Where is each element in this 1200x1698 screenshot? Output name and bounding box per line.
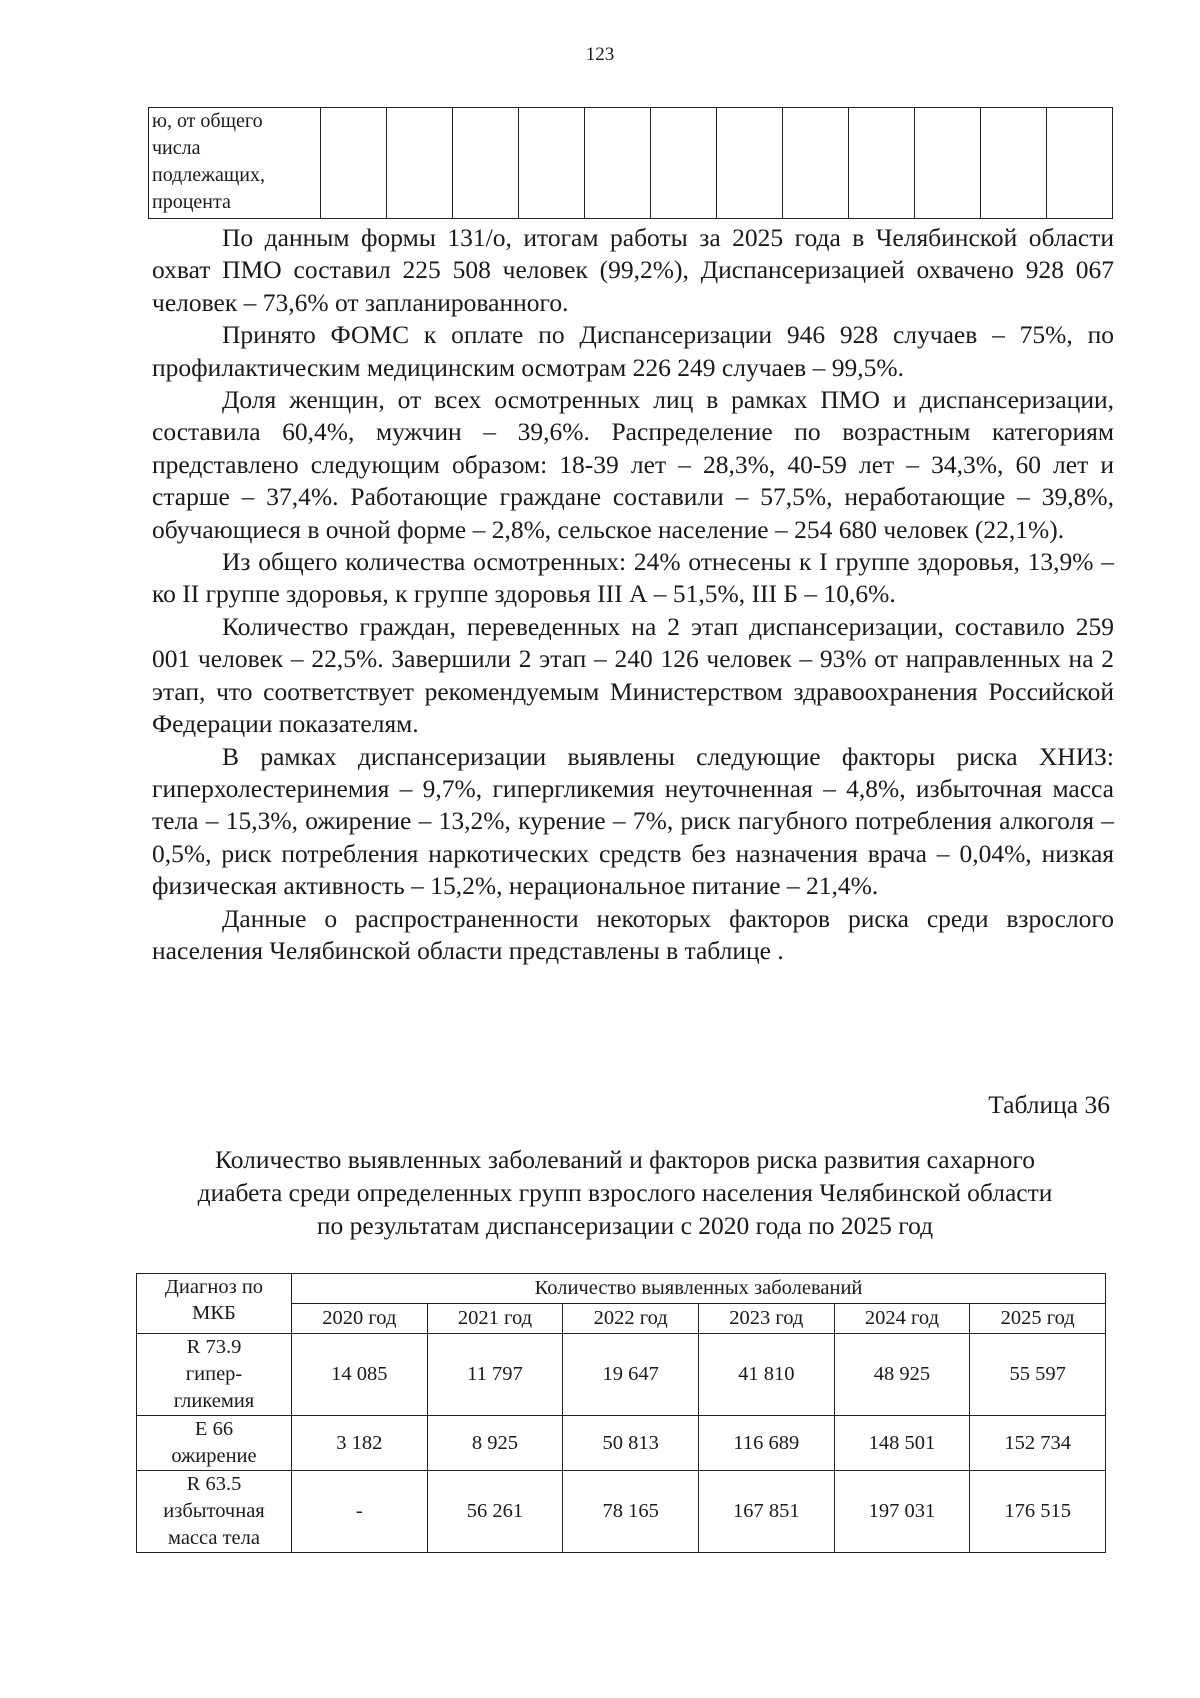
value-cell: 11 797 xyxy=(427,1334,563,1416)
continued-table xyxy=(148,107,1113,219)
value-cell: - xyxy=(292,1471,428,1553)
diagnosis-line: гликемия xyxy=(173,1390,255,1412)
value-cell: 3 182 xyxy=(292,1416,428,1471)
value-cell: 116 689 xyxy=(698,1416,834,1471)
value-cell: 78 165 xyxy=(563,1471,699,1553)
paragraph-text: Количество граждан, переведенных на 2 этап диспансеризации, составило 259 001 человек – 22,5%. Завершили 2 этап – 240 126 человек – 93% от направленных на 2 этап, что соответствует рекомендуемым Министерством здравоохранения Российской Федерации показателям. xyxy=(152,611,1114,739)
paragraph-text: По данным формы 131/о, итогам работы за 2025 года в Челябинской области охват ПМО составил 225 508 человек (99,2%), Диспансеризацией охвачено 928 067 человек – 73,6% от запланированного. xyxy=(152,223,1114,317)
value-cell: 152 734 xyxy=(970,1416,1106,1471)
paragraph xyxy=(152,319,1114,384)
table-title xyxy=(140,1143,1110,1242)
empty-cell xyxy=(981,108,1047,219)
value-cell: 8 925 xyxy=(427,1416,563,1471)
diagnosis-cell xyxy=(137,1471,292,1553)
value-cell: 55 597 xyxy=(970,1334,1106,1416)
paragraph xyxy=(152,741,1114,903)
body-text xyxy=(152,222,1114,967)
value-cell: 176 515 xyxy=(970,1471,1106,1553)
diagnosis-cell xyxy=(137,1334,292,1416)
empty-cell xyxy=(651,108,717,219)
column-header-year: 2020 год xyxy=(292,1304,428,1334)
column-header-year: 2024 год xyxy=(834,1304,970,1334)
table-title-line: диабета среди определенных групп взрослого населения Челябинской области xyxy=(197,1178,1053,1207)
empty-cell xyxy=(321,108,387,219)
row-label-line: ю, от общего xyxy=(152,110,263,132)
diagnosis-line: ожирение xyxy=(171,1445,257,1467)
diagnosis-line: масса тела xyxy=(168,1527,260,1549)
diagnosis-line: гипер- xyxy=(185,1363,243,1385)
paragraph xyxy=(152,903,1114,968)
table-row xyxy=(149,108,1113,219)
row-label-line: подлежащих, xyxy=(152,164,265,186)
row-label-line: процента xyxy=(152,191,231,213)
row-label-line: числа xyxy=(152,137,201,159)
diagnosis-cell xyxy=(137,1416,292,1471)
value-cell: 50 813 xyxy=(563,1416,699,1471)
empty-cell xyxy=(387,108,453,219)
paragraph-text: Данные о распространенности некоторых факторов риска среди взрослого населения Челябинской области представлены в таблице . xyxy=(152,903,1114,965)
value-cell: 148 501 xyxy=(834,1416,970,1471)
paragraph-text: Доля женщин, от всех осмотренных лиц в рамках ПМО и диспансеризации, составила 60,4%, мужчин – 39,6%. Распределение по возрастным категориям представлено следующим образом: 18-39 лет – 28,3%, 40-59 лет – 34,3%, 60 лет и старше – 37,4%. Работающие граждане составили – 57,5%, неработающие – 39,8%, обучающиеся в очной форме – 2,8%, сельское население – 254 680 человек (22,1%). xyxy=(152,385,1114,544)
empty-cell xyxy=(519,108,585,219)
empty-cell xyxy=(1047,108,1113,219)
value-cell: 167 851 xyxy=(698,1471,834,1553)
header-line: МКБ xyxy=(192,1302,236,1324)
row-label xyxy=(149,108,321,219)
paragraph xyxy=(152,611,1114,741)
header-line: Диагноз по xyxy=(164,1276,264,1298)
table-title-line: по результатам диспансеризации с 2020 года по 2025 год xyxy=(316,1211,934,1240)
value-cell: 48 925 xyxy=(834,1334,970,1416)
diagnosis-line: R 73.9 xyxy=(186,1336,242,1358)
empty-cell xyxy=(915,108,981,219)
paragraph-text: Принято ФОМС к оплате по Диспансеризации 946 928 случаев – 75%, по профилактическим медицинским осмотрам 226 249 случаев – 99,5%. xyxy=(152,320,1114,382)
table-row xyxy=(137,1334,1106,1416)
paragraph xyxy=(152,546,1114,611)
column-header-diagnosis xyxy=(137,1274,292,1334)
table-row xyxy=(137,1471,1106,1553)
disease-table xyxy=(136,1273,1106,1553)
empty-cell xyxy=(585,108,651,219)
diagnosis-line: R 63.5 xyxy=(186,1473,242,1495)
value-cell: 197 031 xyxy=(834,1471,970,1553)
paragraph-text: В рамках диспансеризации выявлены следующие факторы риска ХНИЗ: гиперхолестеринемия – 9,7%, гипергликемия неуточненная – 4,8%, избыточная масса тела – 15,3%, ожирение – 13,2%, курение – 7%, риск пагубного потребления алкоголя – 0,5%, риск потребления наркотических средств без назначения врача – 0,04%, низкая физическая активность – 15,2%, нерациональное питание – 21,4%. xyxy=(152,741,1114,901)
column-header-year: 2021 год xyxy=(427,1304,563,1334)
empty-cell xyxy=(453,108,519,219)
value-cell: 56 261 xyxy=(427,1471,563,1553)
table-caption: Таблица 36 xyxy=(988,1090,1110,1119)
table-row xyxy=(137,1416,1106,1471)
column-header-year: 2022 год xyxy=(563,1304,699,1334)
paragraph xyxy=(152,222,1114,319)
diagnosis-line: избыточная xyxy=(163,1500,265,1522)
value-cell: 19 647 xyxy=(563,1334,699,1416)
table-header-row xyxy=(137,1274,1106,1304)
diagnosis-line: Е 66 xyxy=(194,1418,234,1440)
value-cell: 14 085 xyxy=(292,1334,428,1416)
column-header-year: 2023 год xyxy=(698,1304,834,1334)
column-group-header: Количество выявленных заболеваний xyxy=(292,1274,1106,1304)
paragraph-text: Из общего количества осмотренных: 24% отнесены к I группе здоровья, 13,9% – ко II группе здоровья, к группе здоровья III А – 51,5%, III Б – 10,6%. xyxy=(152,547,1114,609)
empty-cell xyxy=(717,108,783,219)
empty-cell xyxy=(849,108,915,219)
paragraph xyxy=(152,384,1114,546)
value-cell: 41 810 xyxy=(698,1334,834,1416)
column-header-year: 2025 год xyxy=(970,1304,1106,1334)
page-number: 123 xyxy=(585,44,615,65)
table-title-line: Количество выявленных заболеваний и факторов риска развития сахарного xyxy=(214,1145,1036,1174)
empty-cell xyxy=(783,108,849,219)
